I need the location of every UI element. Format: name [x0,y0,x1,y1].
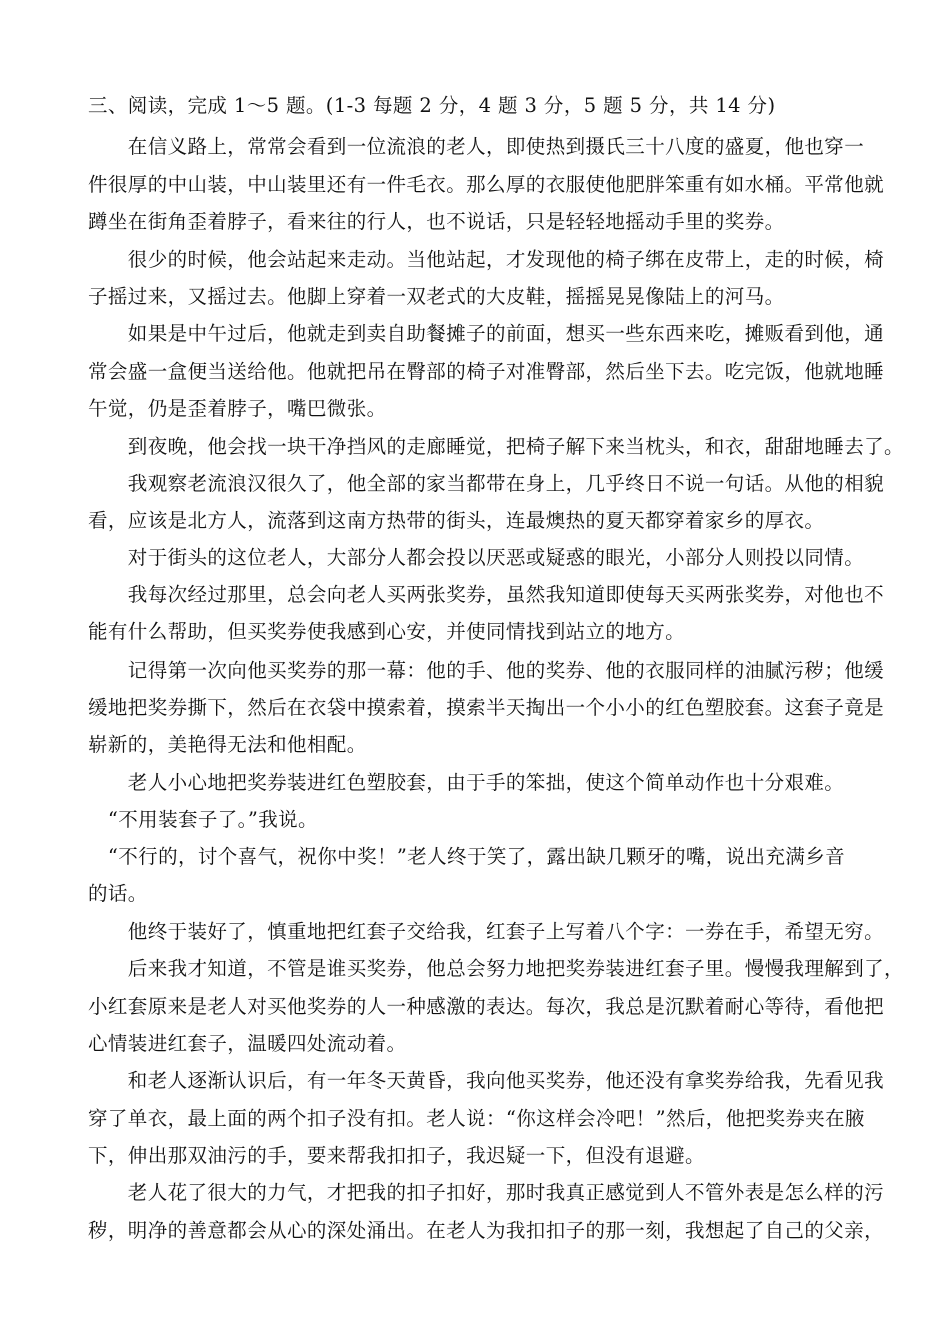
text-line: 的话。 [88,882,148,905]
text-line: 常会盛一盒便当送给他。他就把吊在臀部的椅子对准臀部，然后坐下去。吃完饭，他就地睡 [88,360,885,383]
text-line: 对于街头的这位老人，大部分人都会投以厌恶或疑惑的眼光，小部分人则投以同情。 [88,546,865,569]
text-line: 件很厚的中山装，中山装里还有一件毛衣。那么厚的衣服使他肥胖笨重有如水桶。平常他就 [88,173,885,196]
text-line: 小红套原来是老人对买他奖券的人一种感激的表达。每次，我总是沉默着耐心等待，看他把 [88,995,885,1018]
text-line: 蹲坐在街角歪着脖子，看来往的行人，也不说话，只是轻轻地摇动手里的奖券。 [88,210,785,233]
text-line: 缓地把奖券撕下，然后在衣袋中摸索着，摸索半天掏出一个小小的红色塑胶套。这套子竟是 [88,696,885,719]
text-line: 能有什么帮助，但买奖券使我感到心安，并使同情找到站立的地方。 [88,620,686,643]
text-line: 老人小心地把奖券装进红色塑胶套，由于手的笨拙，使这个简单动作也十分艰难。 [88,771,845,794]
text-line: 秽，明净的善意都会从心的深处涌出。在老人为我扣扣子的那一刻，我想起了自己的父亲， [88,1219,885,1242]
text-line: 我观察老流浪汉很久了，他全部的家当都带在身上，几乎终日不说一句话。从他的相貌 [88,472,885,495]
text-line: 心情装进红套子，温暖四处流动着。 [88,1032,407,1055]
text-line: 崭新的，美艳得无法和他相配。 [88,733,367,756]
text-line: 下，伸出那双油污的手，要来帮我扣扣子，我迟疑一下，但没有退避。 [88,1144,705,1167]
text-line: 如果是中午过后，他就走到卖自助餐摊子的前面，想买一些东西来吃，摊贩看到他，通 [88,322,885,345]
text-line: 我每次经过那里，总会向老人买两张奖券，虽然我知道即使每天买两张奖券，对他也不 [88,583,885,606]
text-line: 到夜晚，他会找一块干净挡风的走廊睡觉，把椅子解下来当枕头，和衣，甜甜地睡去了。 [88,435,904,458]
text-line: 午觉，仍是歪着脖子，嘴巴微张。 [88,397,387,420]
text-line: 子摇过来，又摇过去。他脚上穿着一双老式的大皮鞋，摇摇晃晃像陆上的河马。 [88,285,785,308]
text-line: 在信义路上，常常会看到一位流浪的老人，即使热到摄氏三十八度的盛夏，他也穿一 [88,135,865,158]
text-line: 后来我才知道，不管是谁买奖券，他总会努力地把奖券装进红套子里。慢慢我理解到了， [88,957,904,980]
text-line: “不行的，讨个喜气，祝你中奖！”老人终于笑了，露出缺几颗牙的嘴，说出充满乡音 [88,845,846,868]
text-line: “不用装套子了。”我说。 [88,808,318,831]
text-line: 他终于装好了，慎重地把红套子交给我，红套子上写着八个字：一券在手，希望无穷。 [88,920,885,943]
text-line: 很少的时候，他会站起来走动。当他站起，才发现他的椅子绑在皮带上，走的时候，椅 [88,248,885,271]
text-line: 老人花了很大的力气，才把我的扣子扣好，那时我真正感觉到人不管外表是怎么样的污 [88,1181,885,1204]
text-line: 和老人逐渐认识后，有一年冬天黄昏，我向他买奖券，他还没有拿奖券给我，先看见我 [88,1069,885,1092]
exam-section-heading: 三、阅读，完成 1～5 题。(1-3 每题 2 分，4 题 3 分，5 题 5 分，共 14 分) [88,94,776,117]
text-line: 穿了单衣，最上面的两个扣子没有扣。老人说：“你这样会冷吧！”然后，他把奖券夹在腋 [88,1107,865,1130]
text-line: 记得第一次向他买奖券的那一幕：他的手、他的奖券、他的衣服同样的油腻污秽；他缓 [88,659,885,682]
text-line: 看，应该是北方人，流落到这南方热带的街头，连最燠热的夏天都穿着家乡的厚衣。 [88,509,825,532]
